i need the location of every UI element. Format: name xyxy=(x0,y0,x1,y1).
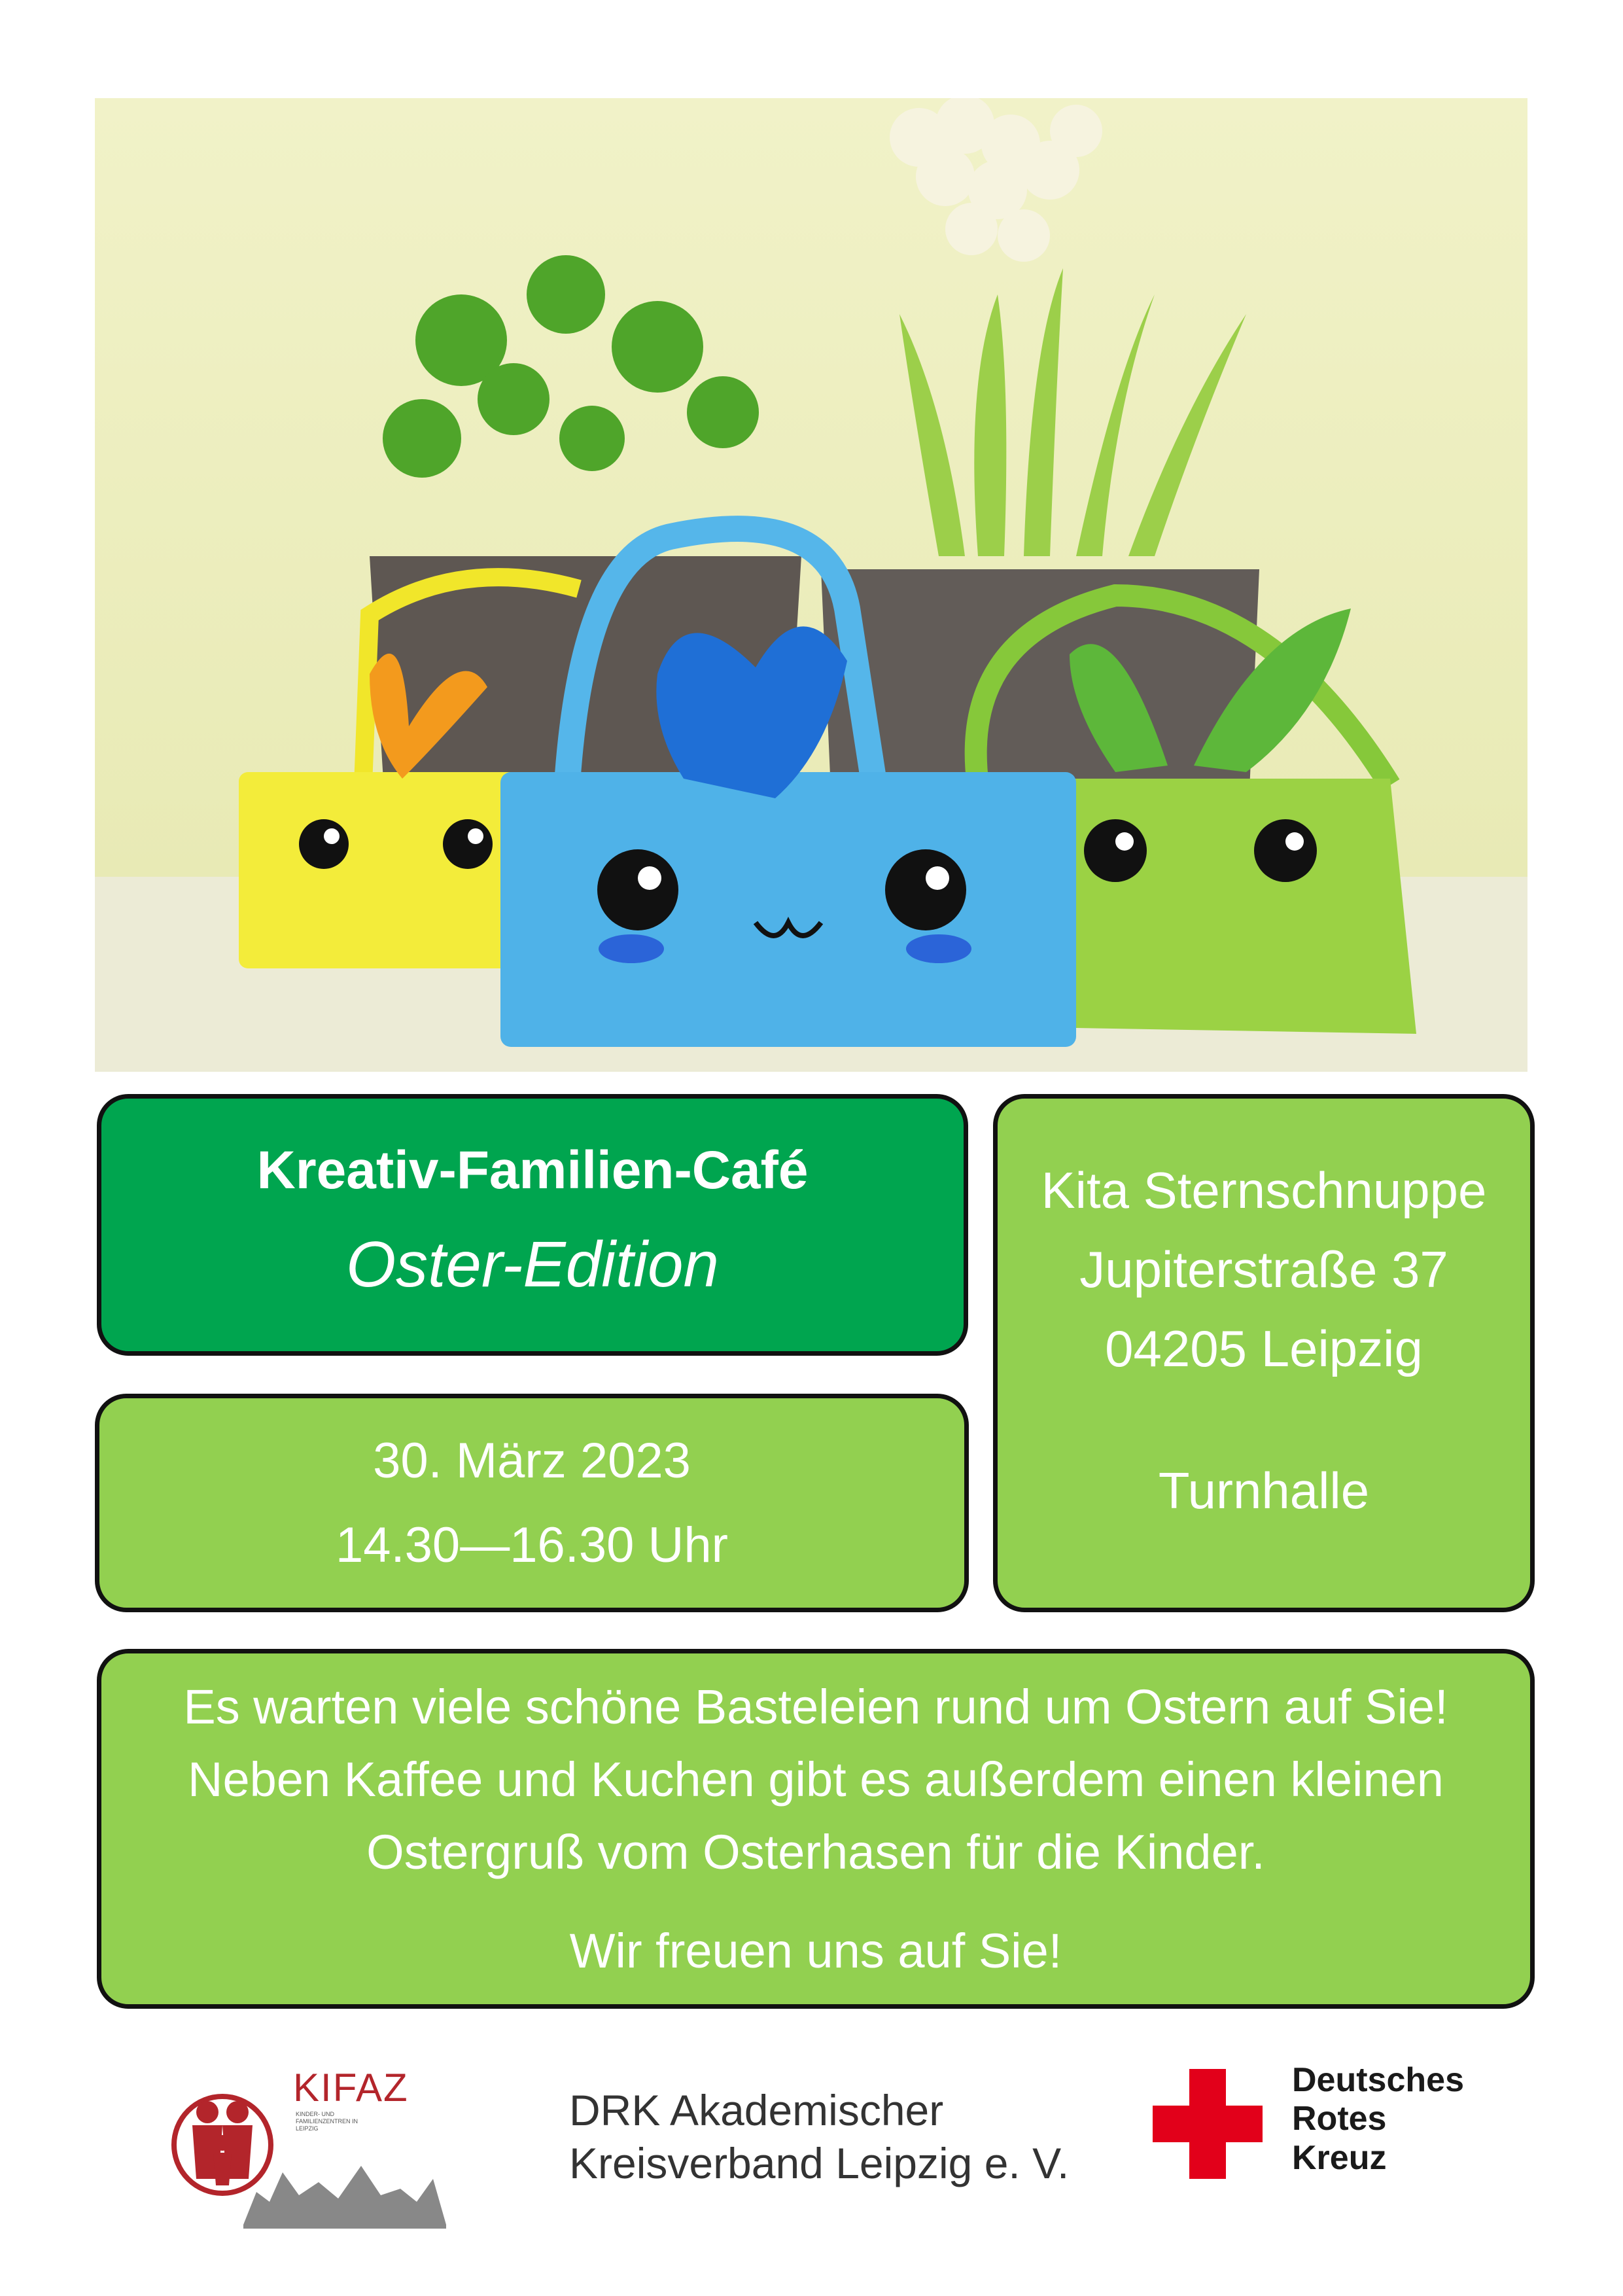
hero-photo xyxy=(95,98,1527,1072)
info-line: Es warten viele schöne Basteleien rund um Ostern auf Sie! xyxy=(183,1680,1448,1734)
drk-kv-line1: DRK Akademischer xyxy=(569,2086,944,2134)
info-line: Ostergruß vom Osterhasen für die Kinder. xyxy=(366,1825,1265,1879)
easter-baskets-illustration xyxy=(95,98,1527,1072)
info-box xyxy=(97,1649,1535,2009)
venue-city: 04205 Leipzig xyxy=(1105,1319,1423,1377)
event-time: 14.30—16.30 Uhr xyxy=(336,1517,728,1573)
drk-wordmark xyxy=(1292,2061,1464,2178)
event-subtitle: Oster-Edition xyxy=(345,1227,720,1300)
event-title: Kreativ-Familien-Café xyxy=(256,1140,809,1201)
event-title-box xyxy=(97,1094,968,1356)
drk-line1: Deutsches xyxy=(1292,2061,1464,2099)
info-closing: Wir freuen uns auf Sie! xyxy=(569,1924,1062,1978)
kifaz-name: KIFAZ xyxy=(293,2066,409,2110)
drk-kreisverband-logo xyxy=(569,2084,1069,2189)
event-date: 30. März 2023 xyxy=(373,1432,691,1489)
venue-name: Kita Sternschnuppe xyxy=(1041,1161,1487,1219)
footer-logos xyxy=(0,2022,1623,2296)
kifaz-tagline: KINDER- UND FAMILIENZENTREN IN LEIPZIG xyxy=(296,2111,358,2132)
drk-kv-line2: Kreisverband Leipzig e. V. xyxy=(569,2138,1070,2187)
red-cross-icon xyxy=(1153,2069,1263,2179)
venue-street: Jupiterstraße 37 xyxy=(1079,1240,1448,1298)
info-line: Neben Kaffee und Kuchen gibt es außerdem einen kleinen xyxy=(188,1752,1444,1807)
drk-line2: Rotes xyxy=(1292,2100,1387,2138)
kifaz-logo xyxy=(171,2061,479,2231)
drk-line3: Kreuz xyxy=(1292,2138,1387,2177)
venue-box xyxy=(993,1094,1535,1612)
event-date-box xyxy=(95,1394,969,1612)
venue-room: Turnhalle xyxy=(1158,1461,1370,1519)
